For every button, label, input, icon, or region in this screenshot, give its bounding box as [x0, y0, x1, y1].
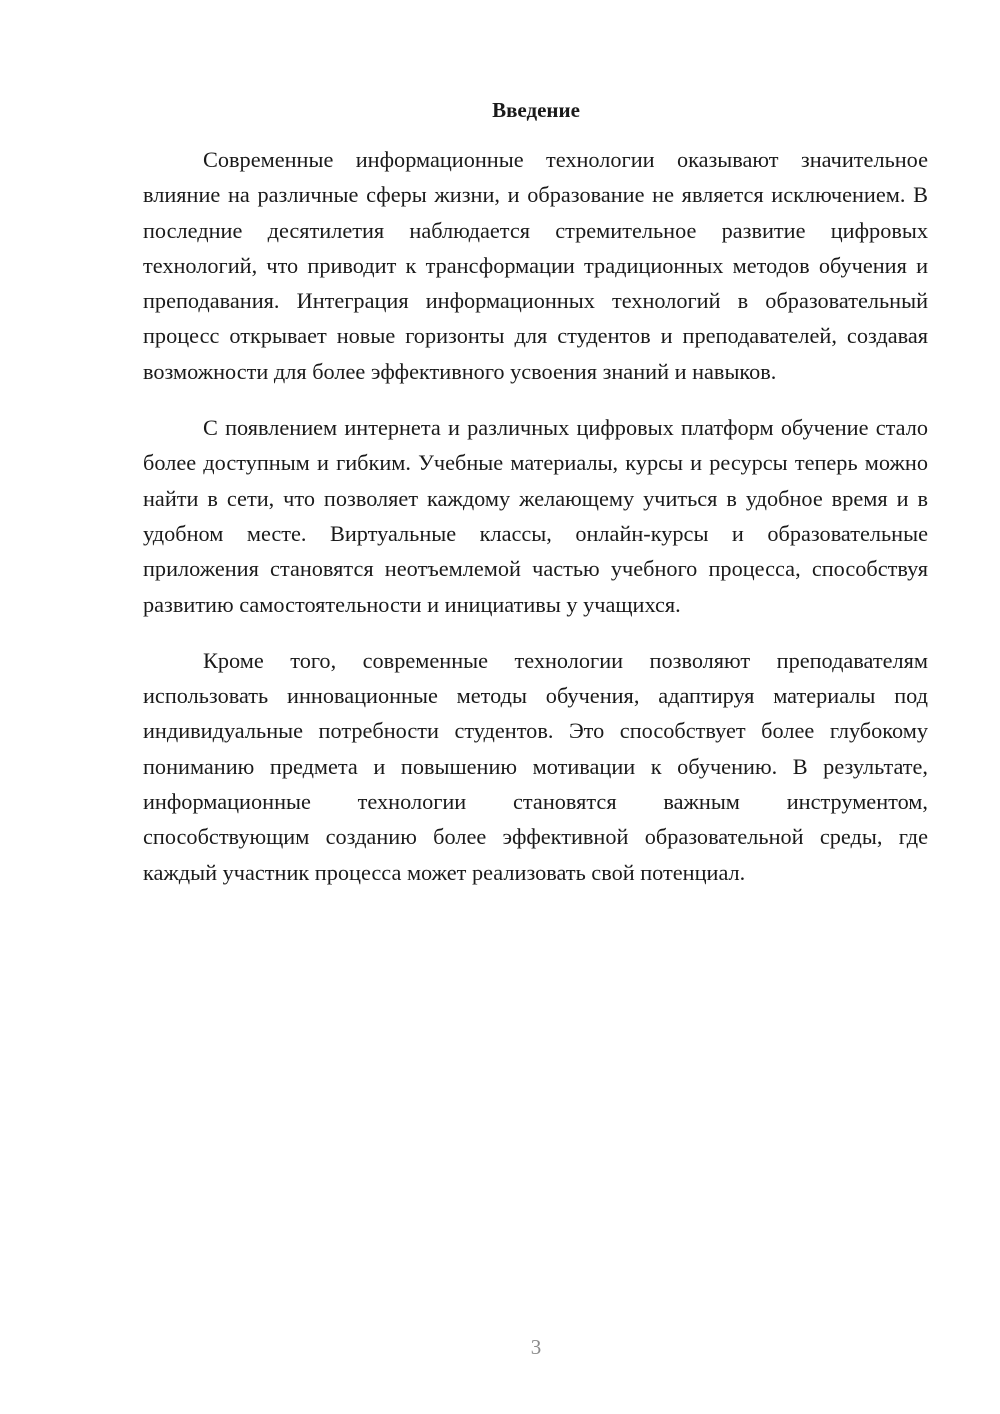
paragraph-3: Кроме того, современные технологии позволяют преподавателям использовать инновационные методы обучения, адаптируя материалы под индивидуальные потребности студентов. Это способствует более глубокому пониманию предмета и повышению мотивации к обучению. В результате, информационные технологии становятся важным инструментом, способствующим созданию более эффективной образовательной среды, где каждый участник процесса может реализовать свой потенциал.	[143, 647, 928, 885]
document-body	[143, 142, 928, 890]
page-number: 3	[530, 1335, 542, 1359]
paragraph-1: Современные информационные технологии оказывают значительное влияние на различные сферы жизни, и образование не является исключением. В последние десятилетия наблюдается стремительное развитие цифровых технологий, что приводит к трансформации традиционных методов обучения и преподавания. Интеграция информационных технологий в образовательный процесс открывает новые горизонты для студентов и преподавателей, создавая возможности для более эффективного усвоения знаний и навыков.	[143, 147, 928, 384]
page-title: Введение	[492, 98, 580, 122]
paragraph-2: С появлением интернета и различных цифровых платформ обучение стало более доступным и гибким. Учебные материалы, курсы и ресурсы теперь можно найти в сети, что позволяет каждому желающему учиться в удобное время и в удобном месте. Виртуальные классы, онлайн-курсы и образовательные приложения становятся неотъемлемой частью учебного процесса, способствуя развитию самостоятельности и инициативы у учащихся.	[143, 415, 928, 617]
